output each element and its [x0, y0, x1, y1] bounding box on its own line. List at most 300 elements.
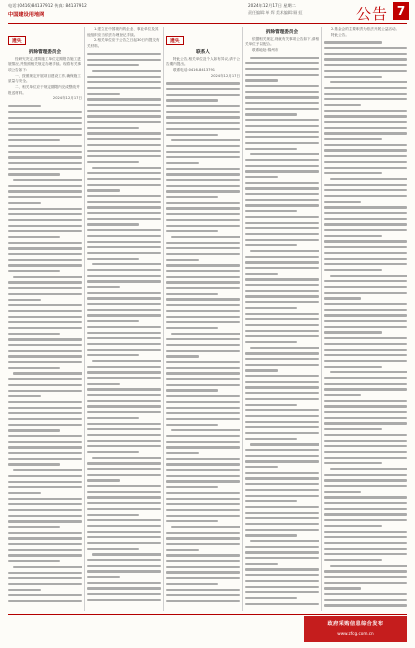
text-line: [324, 172, 382, 174]
text-line: [324, 422, 407, 424]
text-line: [324, 286, 407, 288]
text-line: [13, 276, 82, 278]
text-line: [8, 509, 82, 511]
text-line: [87, 394, 161, 396]
text-line: [245, 580, 319, 582]
text-line: [87, 178, 161, 180]
body-text-block: [166, 82, 240, 602]
text-line: [324, 87, 407, 89]
text-line: [245, 534, 297, 536]
text-line: [87, 474, 161, 476]
newspaper-name: 中国建设用地网: [8, 12, 45, 18]
text-line: [166, 293, 218, 295]
text-line: [166, 480, 240, 482]
text-line: [87, 542, 161, 544]
text-line: [166, 583, 218, 585]
text-line: [324, 189, 407, 191]
text-line: [87, 87, 161, 89]
text-line: [166, 401, 240, 403]
text-line: [324, 349, 407, 351]
text-line: [87, 98, 161, 100]
text-line: [245, 495, 319, 497]
text-line: [8, 316, 82, 318]
text-line: [324, 223, 407, 225]
text-line: [324, 570, 407, 572]
text-line: [87, 570, 161, 572]
text-line: [87, 479, 120, 481]
text-line: [324, 366, 382, 368]
text-line: [245, 182, 319, 184]
text-line: [166, 509, 240, 511]
text-line: [324, 115, 407, 117]
text-line: [92, 263, 161, 265]
text-line: [324, 292, 407, 294]
notice-title: 拆除管理委员会: [28, 50, 62, 55]
text-line: [324, 531, 407, 533]
text-line: [245, 324, 319, 326]
text-line: [166, 128, 240, 130]
text-line: [8, 481, 82, 483]
text-line: [87, 525, 161, 527]
text-line: [166, 242, 240, 244]
text-line: [8, 520, 82, 522]
text-line: [166, 162, 199, 164]
text-line: [87, 514, 139, 516]
text-line: [166, 219, 240, 221]
text-line: [87, 332, 161, 334]
text-line: [324, 155, 407, 157]
text-line: [245, 574, 319, 576]
text-line: [92, 70, 161, 72]
text-line: [166, 168, 240, 170]
text-line: [245, 159, 319, 161]
text-line: [166, 145, 240, 147]
body-text-block: [87, 53, 161, 601]
text-line: [166, 600, 240, 602]
text-line: [8, 321, 82, 323]
text-line: [245, 341, 297, 343]
text-line: [171, 333, 240, 335]
column-divider: [84, 27, 85, 611]
text-line: [8, 412, 82, 414]
text-line: [324, 360, 407, 362]
text-line: [87, 468, 161, 470]
text-line: [8, 441, 82, 443]
text-line: [8, 503, 82, 505]
text-line: [8, 361, 82, 363]
text-line: [324, 479, 407, 481]
text-line: [324, 201, 361, 203]
text-line: [250, 250, 319, 252]
text-line: [87, 496, 161, 498]
text-line: [8, 424, 82, 426]
text-line: [8, 395, 41, 397]
procurement-banner[interactable]: [304, 616, 407, 642]
text-line: [324, 576, 407, 578]
text-line: [8, 281, 82, 283]
text-line: [87, 587, 161, 589]
text-line: [8, 390, 82, 392]
text-line: [166, 207, 240, 209]
text-line: [166, 230, 218, 232]
text-line: [8, 270, 60, 272]
text-line: [8, 344, 82, 346]
text-line: [245, 284, 319, 286]
text-line: [166, 435, 240, 437]
text-line: [87, 582, 161, 584]
text-line: [87, 434, 161, 436]
text-line: [245, 131, 319, 133]
text-line: [330, 468, 407, 470]
text-line: [245, 261, 319, 263]
text-line: [166, 287, 240, 289]
text-line: [8, 173, 60, 175]
text-line: [166, 105, 240, 107]
text-line: [166, 344, 240, 346]
text-line: [87, 548, 139, 550]
text-line: [87, 269, 161, 271]
notice-paragraph: 1.建立在中国境内的企业、事业单位及其他组织应当依法办理登记手续。: [87, 27, 159, 37]
text-line: [166, 361, 240, 363]
text-line: [245, 108, 319, 110]
text-line: [324, 411, 407, 413]
text-line: [245, 290, 319, 292]
masthead: [8, 2, 407, 24]
text-line: [245, 506, 319, 508]
text-line: [166, 213, 240, 215]
text-line: [87, 349, 161, 351]
text-line: [166, 185, 240, 187]
text-line: [8, 452, 82, 454]
text-line: [324, 149, 407, 151]
text-line: [250, 347, 319, 349]
text-line: [324, 548, 407, 550]
text-line: [8, 401, 82, 403]
text-line: [245, 381, 319, 383]
text-line: [87, 93, 120, 95]
text-line: [324, 195, 407, 197]
text-line: [245, 222, 319, 224]
contact-line: 电话:(0416)84137912 传真: 84137912: [8, 3, 87, 8]
text-line: [8, 532, 82, 534]
text-line: [166, 350, 240, 352]
text-line: [166, 566, 240, 568]
text-line: [13, 566, 82, 568]
text-line: [87, 201, 161, 203]
text-line: [13, 469, 82, 471]
text-line: [166, 554, 240, 556]
text-line: [87, 76, 161, 78]
text-line: [166, 310, 240, 312]
text-line: [8, 458, 82, 460]
text-line: [8, 355, 82, 357]
text-line: [87, 303, 161, 305]
text-line: [166, 571, 240, 573]
text-line: [324, 394, 361, 396]
text-line: [245, 227, 319, 229]
text-line: [245, 91, 319, 93]
text-line: [166, 196, 218, 198]
text-line: [8, 162, 82, 164]
text-line: [166, 424, 218, 426]
column-2: [87, 27, 161, 611]
text-line: [166, 549, 199, 551]
text-line: [8, 151, 82, 153]
text-line: [8, 589, 41, 591]
text-line: [245, 358, 319, 360]
text-line: [245, 113, 297, 115]
text-line: [324, 121, 407, 123]
issue-date: 2024年12月17日 星期二: [248, 3, 296, 8]
notice-date: 2024年12月17日: [210, 73, 240, 78]
text-line: [8, 236, 60, 238]
text-line: [87, 366, 161, 368]
text-line: [87, 326, 161, 328]
text-line: [87, 53, 161, 55]
text-line: [166, 316, 240, 318]
text-line: [87, 314, 161, 316]
text-line: [245, 307, 297, 309]
text-line: [324, 127, 407, 129]
text-line: [166, 418, 240, 420]
text-line: [330, 371, 407, 373]
text-line: [324, 405, 407, 407]
column-5: [324, 27, 407, 611]
text-line: [245, 267, 319, 269]
text-line: [166, 469, 240, 471]
text-line: [166, 532, 240, 534]
text-line: [87, 371, 161, 373]
text-line: [87, 275, 161, 277]
text-line: [166, 247, 240, 249]
text-line: [8, 486, 82, 488]
notice-paragraph: 特此公告。: [331, 32, 349, 37]
text-line: [87, 138, 161, 140]
notice-date: 2024年12月17日: [52, 96, 82, 101]
text-line: [87, 428, 161, 430]
text-line: [324, 76, 382, 78]
text-line: [87, 309, 161, 311]
text-line: [324, 451, 407, 453]
text-line: [87, 195, 161, 197]
text-line: [245, 239, 319, 241]
text-line: [166, 452, 199, 454]
text-line: [245, 369, 278, 371]
text-line: [8, 196, 82, 198]
text-line: [166, 321, 240, 323]
text-line: [87, 132, 161, 134]
body-text-block: [245, 57, 319, 605]
text-line: [166, 156, 240, 158]
text-line: [8, 122, 82, 124]
text-line: [324, 474, 407, 476]
text-line: [87, 121, 161, 123]
text-line: [8, 230, 82, 232]
text-line: [245, 170, 319, 172]
text-line: [245, 330, 319, 332]
text-line: [166, 560, 240, 562]
text-line: [245, 386, 319, 388]
text-line: [330, 178, 407, 180]
text-line: [245, 148, 297, 150]
text-line: [324, 457, 407, 459]
text-line: [324, 383, 407, 385]
text-line: [87, 110, 161, 112]
notice-paragraph: 特此公告,相关单位及个人如有异议,请于公告期内提出。: [166, 56, 240, 67]
text-line: [8, 560, 60, 562]
text-line: [166, 475, 240, 477]
text-line: [87, 343, 161, 345]
text-line: [166, 446, 240, 448]
text-line: [87, 81, 161, 83]
text-line: [87, 223, 139, 225]
text-line: [8, 515, 82, 517]
text-line: [8, 418, 82, 420]
text-line: [8, 384, 82, 386]
text-line: [245, 165, 319, 167]
text-line: [330, 275, 407, 277]
text-line: [245, 335, 319, 337]
text-line: [245, 477, 319, 479]
text-line: [166, 190, 240, 192]
text-line: [166, 407, 240, 409]
text-line: [8, 287, 82, 289]
text-line: [166, 486, 218, 488]
text-line: [87, 519, 161, 521]
text-line: [8, 299, 41, 301]
text-line: [87, 531, 161, 533]
text-line: [324, 513, 407, 515]
text-line: [245, 216, 319, 218]
text-line: [245, 85, 319, 87]
text-line: [166, 202, 240, 204]
text-line: [87, 508, 161, 510]
text-line: [245, 364, 319, 366]
text-line: [8, 554, 82, 556]
text-line: [8, 492, 41, 494]
section-title: 公告: [356, 5, 389, 23]
text-line: [245, 449, 319, 451]
text-line: [87, 206, 161, 208]
text-line: [166, 463, 240, 465]
text-line: [8, 225, 82, 227]
text-line: [87, 280, 161, 282]
text-line: [8, 247, 82, 249]
text-line: [8, 543, 82, 545]
text-line: [330, 565, 407, 567]
text-line: [8, 111, 82, 113]
text-line: [324, 582, 407, 584]
text-line: [245, 119, 319, 121]
text-line: [166, 304, 240, 306]
text-line: [87, 252, 161, 254]
text-line: [8, 117, 82, 119]
text-line: [245, 551, 319, 553]
text-line: [8, 378, 82, 380]
header-divider: [8, 23, 407, 24]
text-line: [324, 184, 407, 186]
text-line: [8, 583, 82, 585]
text-line: [324, 553, 407, 555]
text-line: [87, 576, 120, 578]
text-line: [8, 367, 60, 369]
text-line: [92, 553, 161, 555]
text-line: [87, 445, 161, 447]
text-line: [324, 212, 407, 214]
text-line: [166, 537, 240, 539]
text-line: [166, 395, 240, 397]
text-line: [245, 102, 319, 104]
text-line: [324, 462, 382, 464]
text-line: [324, 70, 407, 72]
text-line: [245, 591, 319, 593]
text-line: [245, 398, 319, 400]
body-text-block: [8, 105, 82, 602]
text-line: [87, 593, 161, 595]
text-line: [245, 563, 278, 565]
text-line: [324, 485, 407, 487]
text-line: [166, 264, 240, 266]
text-line: [87, 212, 161, 214]
text-line: [87, 354, 139, 356]
text-line: [166, 179, 240, 181]
text-line: [324, 47, 407, 49]
text-line: [8, 105, 41, 107]
category-label: 遗失: [8, 36, 26, 45]
text-line: [8, 139, 60, 141]
text-line: [87, 127, 139, 129]
text-line: [87, 536, 161, 538]
text-line: [245, 415, 319, 417]
text-line: [87, 144, 161, 146]
text-line: [87, 388, 161, 390]
text-line: [245, 483, 319, 485]
text-line: [87, 150, 161, 152]
text-line: [324, 41, 382, 43]
column-4: [245, 27, 319, 611]
text-line: [87, 258, 139, 260]
text-line: [8, 208, 82, 210]
notice-paragraph: 联系电话:0416-8413791: [173, 67, 216, 72]
text-line: [245, 460, 319, 462]
text-line: [324, 320, 407, 322]
text-line: [245, 472, 319, 474]
text-line: [245, 432, 319, 434]
text-line: [245, 352, 319, 354]
text-line: [245, 603, 319, 605]
text-line: [166, 82, 240, 84]
text-line: [166, 338, 240, 340]
text-line: [324, 593, 407, 595]
text-line: [324, 229, 407, 231]
body-text-block: [324, 41, 407, 596]
text-line: [245, 142, 319, 144]
text-line: [87, 423, 161, 425]
text-line: [250, 153, 319, 155]
text-line: [324, 428, 382, 430]
text-line: [166, 88, 240, 90]
text-line: [8, 446, 82, 448]
text-line: [324, 434, 407, 436]
text-line: [245, 375, 319, 377]
text-line: [324, 206, 407, 208]
notice-title: 联系人: [196, 50, 210, 55]
text-line: [8, 577, 82, 579]
text-line: [8, 185, 82, 187]
text-line: [166, 577, 240, 579]
text-line: [8, 475, 82, 477]
text-line: [8, 253, 82, 255]
